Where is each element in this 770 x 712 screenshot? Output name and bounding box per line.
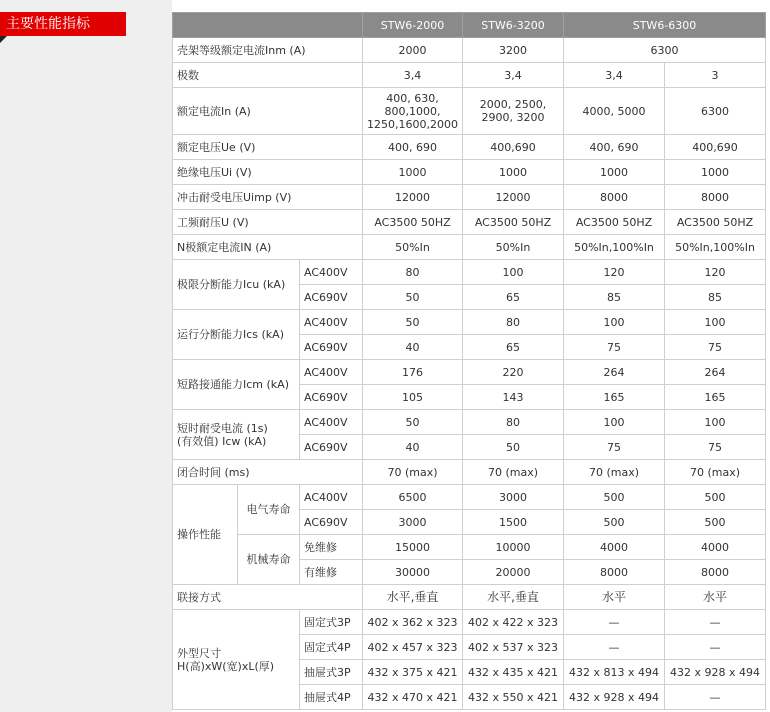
table-cell: 65 [463, 285, 564, 310]
table-cell: — [564, 635, 665, 660]
table-cell: 40 [363, 435, 463, 460]
table-row [173, 63, 766, 88]
table-cell: 400, 630, 800,1000, 1250,1600,2000 [363, 88, 463, 135]
table-cell: 65 [463, 335, 564, 360]
table-cell: 70 (max) [665, 460, 766, 485]
sub-label: AC690V [300, 435, 363, 460]
table-cell: 水平,垂直 [463, 585, 564, 610]
table-cell: 50%In [363, 235, 463, 260]
sub-label: 抽屉式3P [300, 660, 363, 685]
table-cell: 6300 [665, 88, 766, 135]
row-label: 外型尺寸 H(高)xW(宽)xL(厚) [173, 610, 300, 710]
table-cell: 50%In,100%In [564, 235, 665, 260]
table-cell: 50 [463, 435, 564, 460]
table-cell: AC3500 50HZ [463, 210, 564, 235]
table-cell: 165 [665, 385, 766, 410]
group-label: 机械寿命 [238, 535, 300, 585]
table-cell: 500 [564, 510, 665, 535]
header-model: STW6-3200 [463, 13, 564, 38]
header-corner [173, 13, 363, 38]
table-cell: 8000 [665, 560, 766, 585]
table-cell: — [665, 685, 766, 710]
table-cell: 3 [665, 63, 766, 88]
spec-table [172, 12, 766, 710]
table-cell: 120 [665, 260, 766, 285]
table-cell: 75 [665, 435, 766, 460]
table-row [173, 210, 766, 235]
table-cell: 402 x 422 x 323 [463, 610, 564, 635]
sub-label: AC400V [300, 360, 363, 385]
table-cell: 2000 [363, 38, 463, 63]
sub-label: AC690V [300, 335, 363, 360]
sub-label: AC400V [300, 485, 363, 510]
row-label: 极限分断能力Icu (kA) [173, 260, 300, 310]
table-cell: 1000 [463, 160, 564, 185]
table-cell: 3200 [463, 38, 564, 63]
table-cell: 水平,垂直 [363, 585, 463, 610]
table-cell: — [665, 610, 766, 635]
table-cell: 70 (max) [463, 460, 564, 485]
table-cell: 1500 [463, 510, 564, 535]
table-cell: 432 x 375 x 421 [363, 660, 463, 685]
table-cell: 500 [564, 485, 665, 510]
table-row [173, 38, 766, 63]
table-row [173, 360, 766, 385]
row-label: 工频耐压U (V) [173, 210, 363, 235]
table-cell: 402 x 537 x 323 [463, 635, 564, 660]
table-cell: 15000 [363, 535, 463, 560]
table-cell: 500 [665, 510, 766, 535]
table-cell: 10000 [463, 535, 564, 560]
table-cell: 120 [564, 260, 665, 285]
table-cell: 80 [363, 260, 463, 285]
table-cell: 400, 690 [564, 135, 665, 160]
header-row [173, 13, 766, 38]
table-cell: 402 x 362 x 323 [363, 610, 463, 635]
table-cell: 100 [665, 410, 766, 435]
table-cell: 4000, 5000 [564, 88, 665, 135]
table-cell: 50%In [463, 235, 564, 260]
table-cell: — [665, 635, 766, 660]
table-cell: 432 x 813 x 494 [564, 660, 665, 685]
table-row [173, 235, 766, 260]
table-cell: 3000 [363, 510, 463, 535]
table-cell: 12000 [463, 185, 564, 210]
table-row [173, 585, 766, 610]
table-cell: 2000, 2500, 2900, 3200 [463, 88, 564, 135]
table-cell: 3,4 [463, 63, 564, 88]
table-cell: 100 [463, 260, 564, 285]
sub-label: AC690V [300, 510, 363, 535]
table-cell: 6500 [363, 485, 463, 510]
table-cell: 100 [665, 310, 766, 335]
sub-label: AC400V [300, 310, 363, 335]
sub-label: 固定式4P [300, 635, 363, 660]
table-row [173, 260, 766, 285]
row-label: 额定电压Ue (V) [173, 135, 363, 160]
table-row [173, 135, 766, 160]
table-cell: 143 [463, 385, 564, 410]
table-row [173, 485, 766, 510]
sub-label: 抽屉式4P [300, 685, 363, 710]
header-model: STW6-6300 [564, 13, 766, 38]
table-cell: 1000 [564, 160, 665, 185]
table-cell: 3,4 [363, 63, 463, 88]
left-sidebar [0, 0, 172, 712]
table-cell: 500 [665, 485, 766, 510]
table-cell: 432 x 435 x 421 [463, 660, 564, 685]
header-model: STW6-2000 [363, 13, 463, 38]
row-label: 联接方式 [173, 585, 363, 610]
table-cell: 85 [665, 285, 766, 310]
table-cell: 400, 690 [363, 135, 463, 160]
table-cell: 220 [463, 360, 564, 385]
row-label: N极额定电流IN (A) [173, 235, 363, 260]
sub-label: AC400V [300, 260, 363, 285]
table-cell: 80 [463, 310, 564, 335]
section-title: 主要性能指标 [0, 12, 126, 36]
table-cell: 4000 [665, 535, 766, 560]
table-row [173, 185, 766, 210]
table-cell: 8000 [665, 185, 766, 210]
row-label: 极数 [173, 63, 363, 88]
sub-label: AC690V [300, 385, 363, 410]
table-cell: 75 [564, 435, 665, 460]
table-cell: 12000 [363, 185, 463, 210]
table-cell: 1000 [363, 160, 463, 185]
table-cell: 50 [363, 310, 463, 335]
table-row [173, 460, 766, 485]
table-cell: — [564, 610, 665, 635]
table-cell: 3,4 [564, 63, 665, 88]
table-cell: 40 [363, 335, 463, 360]
sub-label: 有维修 [300, 560, 363, 585]
row-label: 短时耐受电流 (1s) (有效值) Icw (kA) [173, 410, 300, 460]
table-cell: 264 [564, 360, 665, 385]
table-cell: 50 [363, 410, 463, 435]
table-cell: 70 (max) [363, 460, 463, 485]
title-corner-mark [0, 36, 7, 43]
sub-label: AC690V [300, 285, 363, 310]
table-row [173, 610, 766, 635]
table-cell: 105 [363, 385, 463, 410]
table-cell: 100 [564, 410, 665, 435]
table-cell: 20000 [463, 560, 564, 585]
table-cell: 432 x 470 x 421 [363, 685, 463, 710]
table-cell: 3000 [463, 485, 564, 510]
group-label: 电气寿命 [238, 485, 300, 535]
table-row [173, 535, 766, 560]
table-cell: 水平 [665, 585, 766, 610]
table-row [173, 88, 766, 135]
row-label: 壳架等级额定电流Inm (A) [173, 38, 363, 63]
table-cell: 8000 [564, 185, 665, 210]
table-cell: 水平 [564, 585, 665, 610]
row-label: 闭合时间 (ms) [173, 460, 363, 485]
table-cell: 85 [564, 285, 665, 310]
sub-label: 固定式3P [300, 610, 363, 635]
row-label: 冲击耐受电压Uimp (V) [173, 185, 363, 210]
table-cell: 402 x 457 x 323 [363, 635, 463, 660]
table-cell: 75 [564, 335, 665, 360]
table-cell: 50%In,100%In [665, 235, 766, 260]
row-label: 额定电流In (A) [173, 88, 363, 135]
table-cell: 400,690 [463, 135, 564, 160]
table-cell: 264 [665, 360, 766, 385]
row-label: 操作性能 [173, 485, 238, 585]
table-cell: AC3500 50HZ [564, 210, 665, 235]
table-cell: 50 [363, 285, 463, 310]
table-row [173, 310, 766, 335]
table-cell: 400,690 [665, 135, 766, 160]
table-cell: 165 [564, 385, 665, 410]
sub-label: AC400V [300, 410, 363, 435]
row-label: 运行分断能力Ics (kA) [173, 310, 300, 360]
table-cell: 6300 [564, 38, 766, 63]
table-cell: 176 [363, 360, 463, 385]
table-row [173, 410, 766, 435]
table-cell: 75 [665, 335, 766, 360]
table-cell: 432 x 550 x 421 [463, 685, 564, 710]
row-label: 绝缘电压Ui (V) [173, 160, 363, 185]
table-row [173, 160, 766, 185]
table-cell: 30000 [363, 560, 463, 585]
table-cell: 80 [463, 410, 564, 435]
table-cell: 4000 [564, 535, 665, 560]
table-cell: 70 (max) [564, 460, 665, 485]
table-cell: 8000 [564, 560, 665, 585]
row-label: 短路接通能力Icm (kA) [173, 360, 300, 410]
table-cell: AC3500 50HZ [665, 210, 766, 235]
table-cell: 1000 [665, 160, 766, 185]
sub-label: 免维修 [300, 535, 363, 560]
table-cell: 100 [564, 310, 665, 335]
table-cell: 432 x 928 x 494 [564, 685, 665, 710]
table-cell: AC3500 50HZ [363, 210, 463, 235]
table-cell: 432 x 928 x 494 [665, 660, 766, 685]
